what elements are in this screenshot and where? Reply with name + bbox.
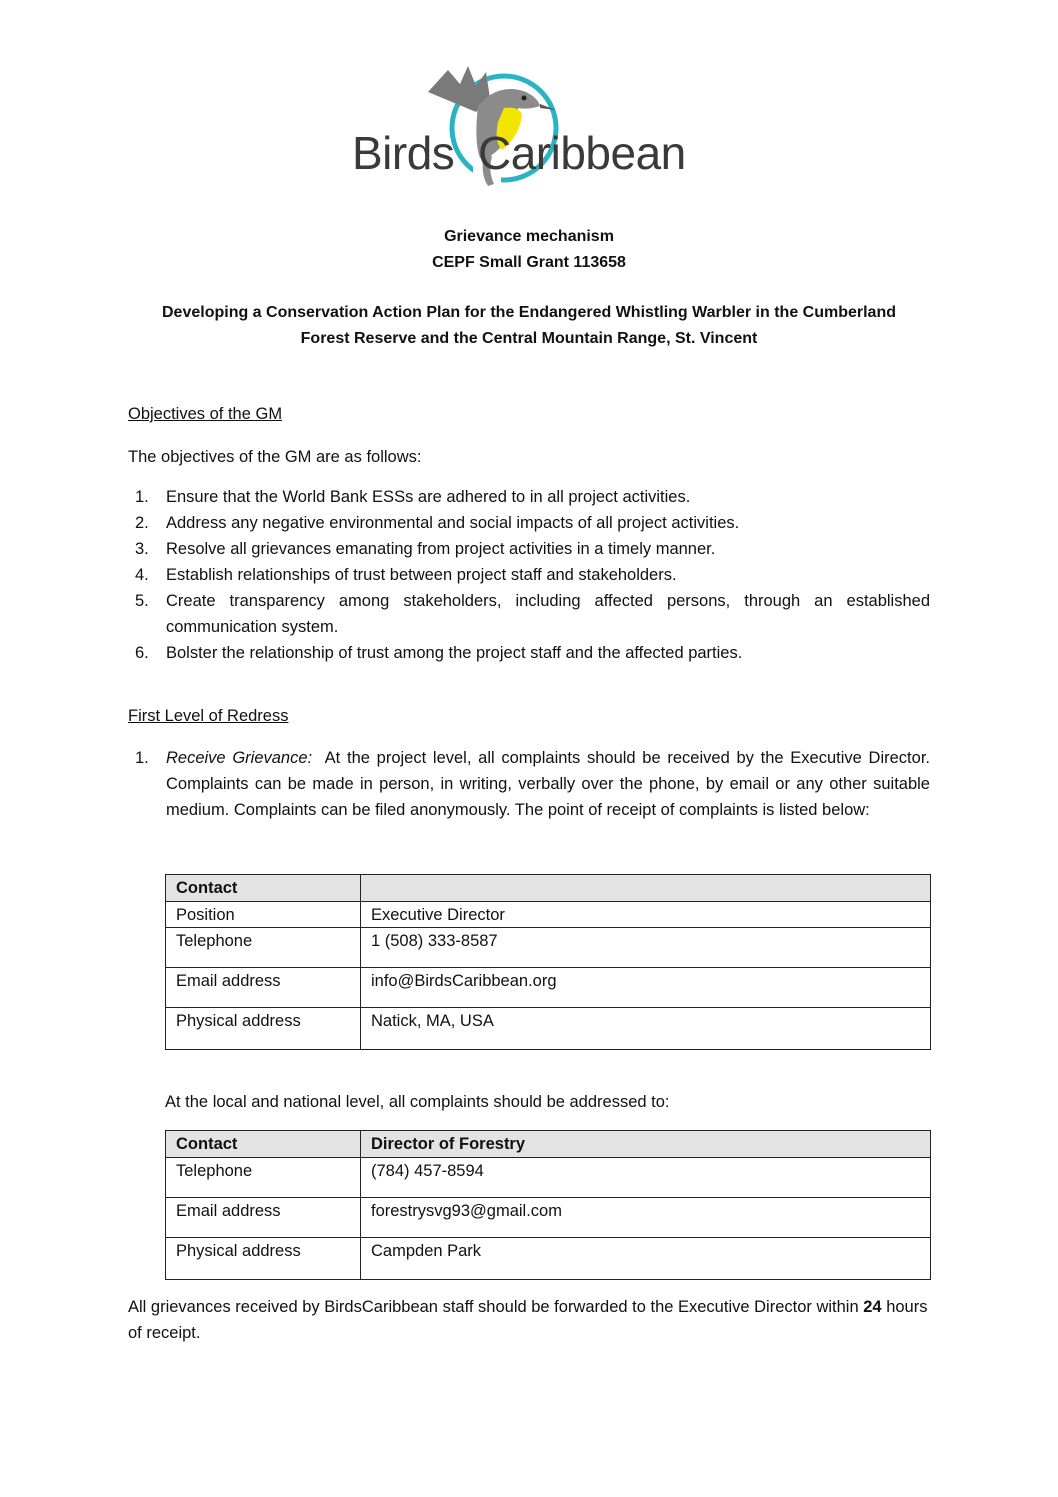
table-cell: Email address (166, 968, 361, 1008)
table-header-cell (361, 875, 931, 902)
table-cell: 1 (508) 333-8587 (361, 928, 931, 968)
list-number: 1. (135, 488, 149, 506)
table-cell: Telephone (166, 1158, 361, 1198)
list-item (128, 588, 930, 640)
list-text: Resolve all grievances emanating from project activities in a timely manner. (166, 540, 716, 558)
list-number: 2. (135, 514, 149, 532)
list-item (128, 536, 930, 562)
project-title-line2: Forest Reserve and the Central Mountain Range, St. Vincent (300, 330, 758, 347)
list-text: Bolster the relationship of trust among the project staff and the affected parties. (166, 644, 743, 662)
list-text: Create transparency among stakeholders, including affected persons, through an established communication system. (166, 592, 930, 636)
table-cell: forestrysvg93@gmail.com (361, 1198, 931, 1238)
table-cell: Physical address (166, 1238, 361, 1280)
grant-number: CEPF Small Grant 113658 (432, 254, 626, 271)
table-cell: Telephone (166, 928, 361, 968)
table-row (166, 1238, 931, 1280)
table-cell: Campden Park (361, 1238, 931, 1280)
table-row (166, 1008, 931, 1050)
table-header-row (166, 1131, 931, 1158)
table-cell: Natick, MA, USA (361, 1008, 931, 1050)
table-row (166, 1158, 931, 1198)
local-level-intro: At the local and national level, all complaints should be addressed to: (165, 1093, 670, 1111)
list-text: Establish relationships of trust between project staff and stakeholders. (166, 566, 677, 584)
list-number: 5. (135, 592, 149, 610)
table-header-cell: Contact (166, 875, 361, 902)
list-item (128, 510, 930, 536)
table-cell: Position (166, 902, 361, 928)
redress-list (128, 745, 930, 823)
redress-heading: First Level of Redress (128, 707, 289, 725)
table-header-cell: Contact (166, 1131, 361, 1158)
closing-text: All grievances received by BirdsCaribbean staff should be forwarded to the Executive Director within (128, 1298, 859, 1316)
table-cell: Email address (166, 1198, 361, 1238)
table-row (166, 928, 931, 968)
table-cell: (784) 457-8594 (361, 1158, 931, 1198)
list-item (128, 562, 930, 588)
closing-text-end: hours of receipt. (128, 1298, 928, 1342)
table-cell: Executive Director (361, 902, 931, 928)
objectives-list (128, 484, 930, 666)
table-cell: info@BirdsCaribbean.org (361, 968, 931, 1008)
objectives-heading: Objectives of the GM (128, 405, 283, 423)
receive-grievance-label: Receive Grievance: (166, 749, 313, 767)
contact-table-executive (165, 874, 931, 1050)
list-text: Ensure that the World Bank ESSs are adhered to in all project activities. (166, 488, 691, 506)
list-number: 1. (135, 749, 149, 767)
table-row (166, 1198, 931, 1238)
table-row (166, 968, 931, 1008)
list-text: At the project level, all complaints should be received by the Executive Director. Complaints can be made in person, in writing, verbally over the phone, by email or any other suitable medium. Complaints can be filed anonymously. The point of receipt of complaints is listed below: (166, 749, 930, 819)
table-header-row (166, 875, 931, 902)
list-number: 6. (135, 644, 149, 662)
list-number: 3. (135, 540, 149, 558)
list-text: Address any negative environmental and social impacts of all project activities. (166, 514, 740, 532)
logo-word-caribbean: Caribbean (478, 127, 686, 179)
list-number: 4. (135, 566, 149, 584)
list-item (128, 484, 930, 510)
document-title: Grievance mechanism (444, 228, 614, 245)
closing-paragraph (128, 1294, 930, 1346)
list-item (128, 640, 930, 666)
objectives-intro: The objectives of the GM are as follows: (128, 448, 422, 466)
contact-table-forestry (165, 1130, 931, 1280)
table-cell: Physical address (166, 1008, 361, 1050)
closing-hours: 24 (863, 1298, 882, 1316)
table-row (166, 902, 931, 928)
list-item (128, 745, 930, 823)
project-title-line1: Developing a Conservation Action Plan for the Endangered Whistling Warbler in the Cumberland (162, 304, 896, 321)
table-header-cell: Director of Forestry (361, 1131, 931, 1158)
logo-word-birds: Birds (352, 127, 455, 179)
